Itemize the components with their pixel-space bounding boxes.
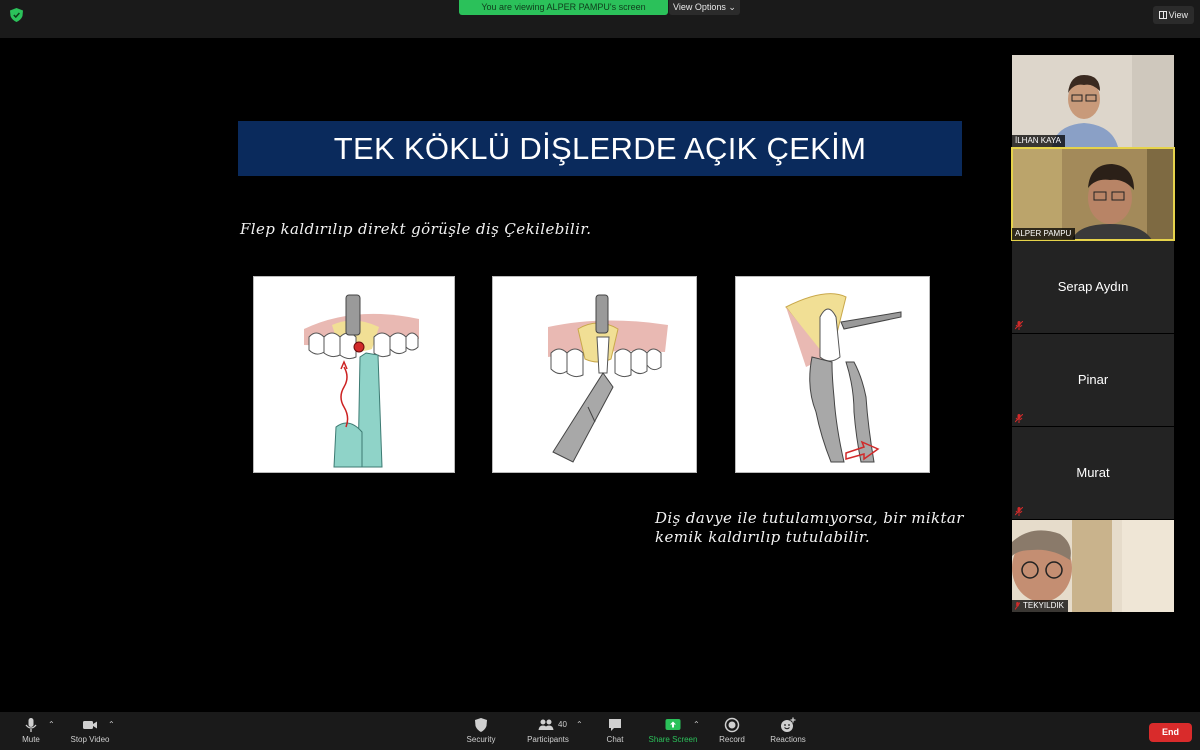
- record-icon: [724, 717, 740, 733]
- stop-video-label: Stop Video: [70, 735, 110, 744]
- microphone-icon: [23, 717, 39, 733]
- participant-video: [1012, 55, 1174, 147]
- share-screen-button[interactable]: [645, 712, 701, 750]
- participants-label: Participants: [527, 735, 569, 744]
- tooth-extraction-illustration-2: [492, 276, 697, 473]
- shield-icon: [473, 717, 489, 733]
- participant-name: Murat: [1076, 465, 1110, 480]
- tooth-extraction-illustration-3: [735, 276, 930, 473]
- participant-name: İLHAN KAYA: [1012, 135, 1065, 147]
- security-button[interactable]: [461, 712, 501, 750]
- smiley-plus-icon: [780, 717, 796, 733]
- grid-icon: [1159, 11, 1167, 19]
- participant-tile-alper[interactable]: [1012, 148, 1174, 240]
- slide-note-bottom-line-1: Diş davye ile tutulamıyorsa, bir miktar: [655, 509, 964, 527]
- audio-options-chevron-icon[interactable]: ⌃: [48, 720, 55, 729]
- chat-button[interactable]: [600, 712, 630, 750]
- stop-video-button[interactable]: [66, 712, 114, 750]
- participant-tile-pinar[interactable]: [1012, 334, 1174, 426]
- slide-note-top: Flep kaldırılıp direkt görüşle diş Çekilebilir.: [240, 220, 592, 238]
- participant-tile-murat[interactable]: [1012, 427, 1174, 519]
- chevron-down-icon: ⌄: [728, 2, 736, 12]
- end-meeting-button[interactable]: End: [1149, 723, 1192, 742]
- meeting-toolbar: [0, 712, 1200, 750]
- participant-name: Pinar: [1077, 372, 1109, 387]
- participants-icon: [538, 717, 554, 733]
- participant-tile-serap[interactable]: [1012, 241, 1174, 333]
- participants-count: 40: [558, 720, 567, 729]
- record-button[interactable]: [716, 712, 748, 750]
- reactions-label: Reactions: [770, 735, 806, 744]
- muted-mic-icon: [1015, 507, 1023, 516]
- viewing-banner: You are viewing ALPER PAMPU's screen: [459, 0, 668, 15]
- shared-screen: [0, 38, 1005, 712]
- participants-options-chevron-icon[interactable]: ⌃: [576, 720, 583, 729]
- shield-icon[interactable]: [10, 8, 23, 22]
- mute-button[interactable]: [14, 712, 48, 750]
- participant-name: [1012, 600, 1068, 612]
- view-options-label: View Options: [673, 2, 726, 12]
- share-options-chevron-icon[interactable]: ⌃: [693, 720, 700, 729]
- participant-tile-ilhan[interactable]: [1012, 55, 1174, 147]
- slide-note-bottom: [655, 509, 964, 547]
- view-button-label: View: [1168, 10, 1188, 20]
- chat-bubble-icon: [607, 717, 623, 733]
- mute-label: Mute: [22, 735, 40, 744]
- share-screen-label: Share Screen: [648, 735, 698, 744]
- muted-mic-icon: [1015, 414, 1023, 423]
- security-label: Security: [466, 735, 496, 744]
- slide-note-bottom-line-2: kemik kaldırılıp tutulabilir.: [655, 528, 871, 546]
- view-button[interactable]: [1153, 6, 1194, 24]
- participant-name-label: TEKYILDIK: [1023, 601, 1064, 610]
- participant-video: [1012, 520, 1174, 612]
- view-options-button[interactable]: [669, 0, 740, 15]
- participants-button[interactable]: [522, 712, 574, 750]
- tooth-extraction-illustration-1: [253, 276, 455, 473]
- participant-video: [1012, 148, 1174, 240]
- reactions-button[interactable]: [767, 712, 809, 750]
- participant-name: Serap Aydın: [1057, 279, 1129, 294]
- participant-name: ALPER PAMPU: [1012, 228, 1075, 240]
- video-options-chevron-icon[interactable]: ⌃: [108, 720, 115, 729]
- muted-mic-icon: [1015, 321, 1023, 330]
- share-screen-icon: [665, 717, 681, 733]
- participant-tile-tekyildik[interactable]: [1012, 520, 1174, 612]
- chat-label: Chat: [606, 735, 624, 744]
- video-camera-icon: [82, 717, 98, 733]
- slide-title: TEK KÖKLÜ DİŞLERDE AÇIK ÇEKİM: [238, 121, 962, 176]
- record-label: Record: [719, 735, 745, 744]
- top-bar: [0, 0, 1200, 38]
- muted-mic-icon: [1015, 602, 1020, 610]
